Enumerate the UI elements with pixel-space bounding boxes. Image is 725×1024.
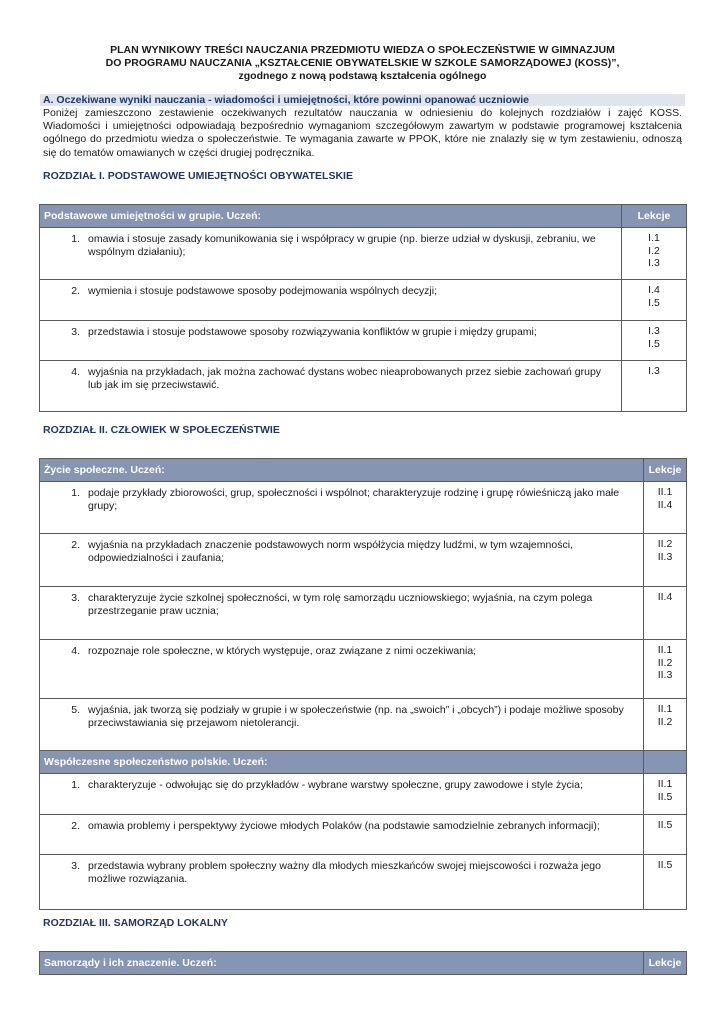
requirement-cell — [40, 534, 644, 587]
requirement-text: omawia i stosuje zasady komunikowania się i współpracy w grupie (np. bierze udział w dyskusji, zebraniu, we wspólnym działaniu); — [88, 233, 596, 258]
lekcja-ref: II.5 — [657, 819, 673, 831]
requirement-number: 3. — [71, 592, 80, 604]
lekcja-ref: II.1 — [657, 778, 673, 790]
requirement-text: charakteryzuje - odwołując się do przykładów - wybrane warstwy społeczne, grupy zawodowe i style życia; — [88, 779, 583, 791]
lekcje-header: Lekcje — [644, 459, 687, 482]
lekcje-cell — [644, 587, 687, 640]
requirement-number: 2. — [71, 285, 80, 297]
requirement-text: wyjaśnia na przykładach znaczenie podstawowych norm współżycia między ludźmi, w tym wzajemności, odpowiedzialności i zaufania; — [88, 539, 573, 564]
group-header-row — [40, 205, 687, 228]
title-line-3: zgodnego z nową podstawą kształcenia ogólnego — [238, 70, 487, 82]
lekcja-ref: I.4 — [648, 284, 660, 296]
requirement-cell — [40, 587, 644, 640]
group-header: Współczesne społeczeństwo polskie. Uczeń: — [40, 751, 644, 774]
table-row — [40, 587, 687, 640]
table-row — [40, 699, 687, 751]
requirement — [40, 285, 617, 298]
lekcja-ref: II.4 — [657, 591, 673, 603]
group-header: Podstawowe umiejętności w grupie. Uczeń: — [40, 205, 622, 228]
rozdzial-1-table — [39, 204, 687, 412]
requirement-number: 1. — [71, 779, 80, 791]
requirement-cell — [40, 774, 644, 815]
requirement — [40, 779, 639, 792]
lekcje-cell — [644, 855, 687, 910]
section-a-text: Poniżej zamieszczono zestawienie oczekiwanych rezultatów nauczania w odniesieniu do kolejnych rozdziałów i zajęć KOSS. Wiadomości i umiejętności odpowiadają bezpośrednio wymaganiom szczegółowym zawartym w podstawie programowej kształcenia ogólnego do przedmiotu wiedza o społeczeństwie. Te wymagania zawarte w PPOK, które nie znalazły się w tym zestawieniu, odnoszą się do tematów omawianych w części drugiej podręcznika. — [43, 107, 682, 159]
requirement-cell — [40, 321, 622, 361]
requirement-number: 4. — [71, 366, 80, 378]
lekcja-ref: II.3 — [657, 550, 673, 563]
requirement — [40, 487, 639, 512]
lekcja-ref: II.2 — [657, 656, 673, 669]
lekcja-ref: II.5 — [657, 859, 673, 871]
lekcja-ref: I.3 — [648, 325, 660, 337]
lekcje-cell — [644, 699, 687, 751]
requirement-text: charakteryzuje życie szkolnej społeczności, w tym rolę samorządu uczniowskiego; wyjaśnia, na czym polega przestrzeganie praw ucznia; — [88, 592, 593, 617]
requirement-text: rozpoznaje role społeczne, w których występuje, oraz związane z nimi oczekiwania; — [88, 645, 477, 657]
requirement — [40, 233, 617, 258]
requirement-number: 1. — [71, 487, 80, 499]
requirement-cell — [40, 361, 622, 412]
rozdzial-1-title: ROZDZIAŁ I. PODSTAWOWE UMIEJĘTNOŚCI OBYWATELSKIE — [43, 170, 353, 182]
rozdzial-2-table — [39, 458, 687, 910]
requirement — [40, 539, 639, 564]
lekcje-cell — [644, 774, 687, 815]
table-row — [40, 815, 687, 855]
title-line-1: PLAN WYNIKOWY TREŚCI NAUCZANIA PRZEDMIOTU WIEDZA O SPOŁECZEŃSTWIE W GIMNAZJUM — [110, 44, 615, 56]
table-row — [40, 534, 687, 587]
requirement-number: 2. — [71, 820, 80, 832]
requirement-number: 2. — [71, 539, 80, 551]
requirement-text: wymienia i stosuje podstawowe sposoby podejmowania wspólnych decyzji; — [88, 285, 438, 297]
requirement-number: 5. — [71, 704, 80, 716]
lekcja-ref: II.4 — [657, 498, 673, 511]
document-title — [40, 44, 685, 83]
lekcja-ref: I.2 — [648, 244, 660, 257]
table-row — [40, 855, 687, 910]
lekcja-ref: II.1 — [657, 703, 673, 715]
lekcja-ref: II.1 — [657, 644, 673, 656]
group-header-row — [40, 751, 687, 774]
lekcja-ref: II.2 — [657, 715, 673, 728]
table-row — [40, 774, 687, 815]
lekcja-ref: II.5 — [657, 790, 673, 803]
requirement-cell — [40, 815, 644, 855]
requirement — [40, 326, 617, 339]
requirement-text: omawia problemy i perspektywy życiowe młodych Polaków (na podstawie samodzielnie zebranych informacji); — [88, 820, 600, 832]
section-a-heading: A. Oczekiwane wyniki nauczania - wiadomości i umiejętności, które powinni opanować uczniowie — [40, 94, 685, 106]
table-row — [40, 228, 687, 280]
lekcje-cell — [644, 815, 687, 855]
lekcja-ref: I.1 — [648, 232, 660, 244]
group-header-row — [40, 952, 687, 975]
lekcja-ref: II.1 — [657, 486, 673, 498]
lekcja-ref: I.5 — [648, 296, 660, 309]
requirement-cell — [40, 640, 644, 699]
requirement-text: podaje przykłady zbiorowości, grup, społeczności i wspólnot; charakteryzuje rodzinę i grupę rówieśniczą jako małe grupy; — [88, 487, 620, 512]
table-row — [40, 280, 687, 321]
requirement — [40, 704, 639, 729]
requirement-cell — [40, 855, 644, 910]
requirement-number: 1. — [71, 233, 80, 245]
requirement-cell — [40, 228, 622, 280]
lekcja-ref: I.3 — [648, 365, 660, 377]
lekcja-ref: II.2 — [657, 538, 673, 550]
table-row — [40, 361, 687, 412]
requirement — [40, 860, 639, 885]
lekcje-cell — [644, 640, 687, 699]
rozdzial-2-title: ROZDZIAŁ II. CZŁOWIEK W SPOŁECZEŃSTWIE — [43, 424, 280, 436]
requirement — [40, 645, 639, 658]
lekcje-cell — [622, 321, 687, 361]
lekcje-cell — [622, 228, 687, 280]
rozdzial-3-title: ROZDZIAŁ III. SAMORZĄD LOKALNY — [43, 917, 228, 929]
requirement-cell — [40, 280, 622, 321]
requirement — [40, 366, 617, 391]
lekcje-header — [644, 751, 687, 774]
table-row — [40, 640, 687, 699]
lekcje-cell — [644, 482, 687, 534]
requirement-text: przedstawia wybrany problem społeczny ważny dla młodych mieszkańców swojej miejscowości i rozważa jego możliwe rozwiązania. — [88, 860, 601, 885]
requirement-cell — [40, 699, 644, 751]
requirement — [40, 592, 639, 617]
group-header-row — [40, 459, 687, 482]
lekcje-cell — [644, 534, 687, 587]
requirement-number: 4. — [71, 645, 80, 657]
requirement-text: wyjaśnia, jak tworzą się podziały w grupie i w społeczeństwie (np. na „swoich” i „obcych”) i podaje możliwe sposoby przeciwstawiania się przejawom nietolerancji. — [88, 704, 624, 729]
lekcje-header: Lekcje — [622, 205, 687, 228]
group-header: Samorządy i ich znaczenie. Uczeń: — [40, 952, 644, 975]
requirement-number: 3. — [71, 326, 80, 338]
lekcje-cell — [622, 361, 687, 412]
lekcje-cell — [622, 280, 687, 321]
lekcja-ref: II.3 — [657, 669, 673, 681]
requirement — [40, 820, 639, 833]
lekcja-ref: I.5 — [648, 337, 660, 350]
requirement-number: 3. — [71, 860, 80, 872]
lekcja-ref: I.3 — [648, 257, 660, 269]
rozdzial-3-table — [39, 951, 687, 975]
requirement-cell — [40, 482, 644, 534]
table-row — [40, 482, 687, 534]
lekcje-header: Lekcje — [644, 952, 687, 975]
title-line-2: DO PROGRAMU NAUCZANIA „KSZTAŁCENIE OBYWATELSKIE W SZKOLE SAMORZĄDOWEJ (KOSS)”, — [105, 57, 620, 69]
requirement-text: wyjaśnia na przykładach, jak można zachować dystans wobec nieaprobowanych przez siebie zachowań grupy lub jak im się przeciwstawić. — [88, 366, 602, 391]
table-row — [40, 321, 687, 361]
group-header: Życie społeczne. Uczeń: — [40, 459, 644, 482]
requirement-text: przedstawia i stosuje podstawowe sposoby rozwiązywania konfliktów w grupie i między grupami; — [88, 326, 537, 338]
